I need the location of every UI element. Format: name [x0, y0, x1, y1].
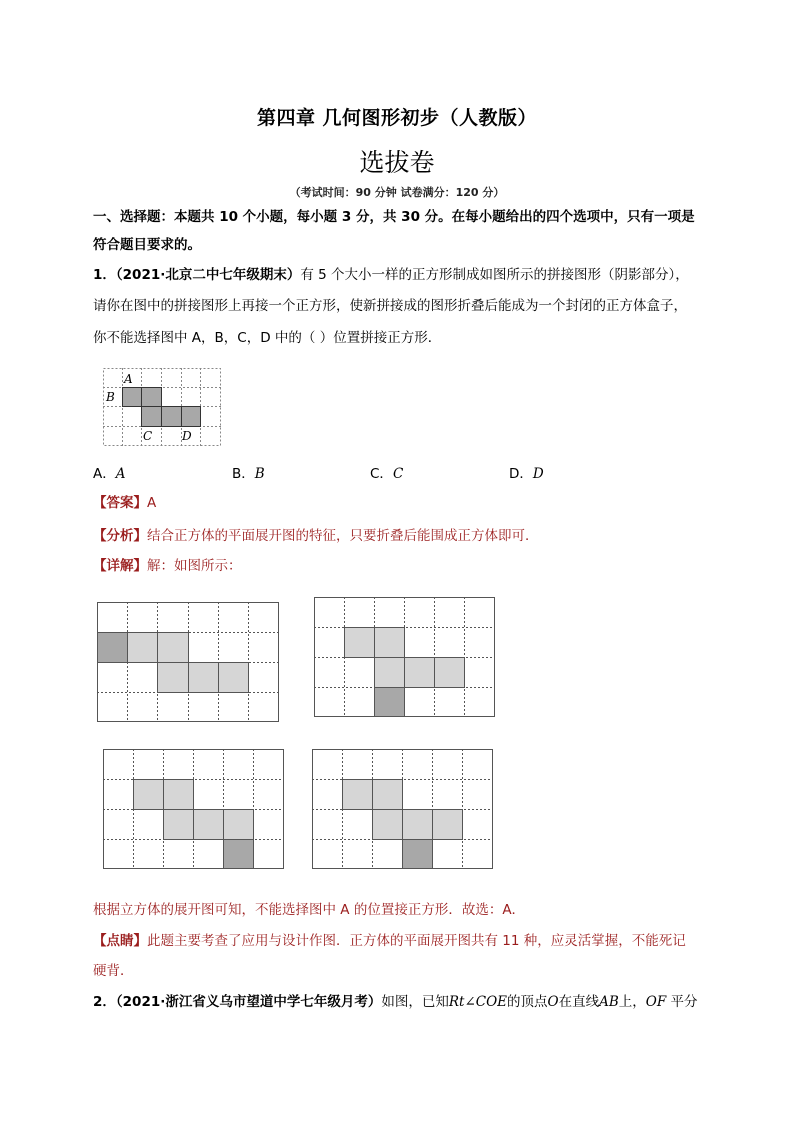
q1-analysis — [93, 527, 713, 545]
q1-line1 — [93, 266, 713, 284]
page-title: 第四章 几何图形初步（人教版） — [256, 107, 538, 129]
q2-math-ab: AB — [599, 994, 619, 1010]
fig-label-a: A — [124, 372, 133, 386]
q1-detail — [93, 557, 713, 575]
q1-answer — [93, 494, 713, 512]
fig-label-d: D — [182, 429, 192, 443]
q2-math-angle: Rt∠COE — [448, 994, 508, 1010]
analysis-tag: 【分析】 — [93, 528, 147, 544]
comment-tag: 【点睛】 — [93, 933, 147, 949]
q2-number: 2． — [93, 994, 116, 1010]
page-subtitle: 选拔卷 — [359, 148, 435, 177]
solution-figure-4 — [312, 749, 493, 869]
q1-conclusion: 根据立方体的展开图可知，不能选择图中 A 的位置接正方形．故选：A． — [93, 902, 526, 918]
q1-source: （2021·北京二中七年级期末） — [115, 267, 301, 283]
section-heading-line2: 符合题目要求的。 — [93, 237, 201, 253]
q2-math-of: OF — [645, 994, 667, 1010]
exam-info: （考试时间：90 分钟 试卷满分：120 分） — [289, 186, 505, 199]
q1-line2: 请你在图中的拼接图形上再接一个正方形，使新拼接成的图形折叠后能成为一个封闭的正方体盒子， — [93, 298, 687, 314]
q1-number: 1． — [93, 267, 116, 283]
section-heading-line1: 一、选择题：本题共 10 个小题，每小题 3 分，共 30 分。在每小题给出的四个选项中，只有一项是 — [93, 209, 695, 225]
answer-value: A — [147, 495, 157, 511]
fig-label-c: C — [143, 429, 153, 443]
q1-comment-line2: 硬背． — [93, 963, 134, 979]
detail-tag: 【详解】 — [93, 558, 147, 574]
detail-text: 解：如图所示： — [147, 558, 242, 574]
answer-tag: 【答案】 — [93, 495, 147, 511]
comment-text: 此题主要考查了应用与设计作图．正方体的平面展开图共有 11 种，应灵活掌握，不能死记 — [147, 933, 686, 949]
q2-line1 — [93, 993, 713, 1011]
q2-text-e: 平分 — [666, 994, 698, 1010]
solution-figure-2 — [314, 597, 495, 717]
q1-comment-line1 — [93, 932, 713, 950]
fig-label-b: B — [106, 390, 115, 404]
q2-text-c: 在直线 — [558, 994, 600, 1010]
q2-math-o: O — [547, 994, 559, 1010]
q2-text-d: 上， — [618, 994, 646, 1010]
option-b[interactable]: B．B — [232, 466, 265, 482]
q1-line3: 你不能选择图中 A，B，C，D 中的（ ）位置拼接正方形． — [93, 330, 442, 346]
option-d[interactable]: D．D — [509, 466, 544, 482]
q2-source: （2021·浙江省义乌市望道中学七年级月考） — [115, 994, 382, 1010]
option-a[interactable]: A．A — [93, 466, 126, 482]
option-c[interactable]: C．C — [370, 466, 404, 482]
solution-figure-1 — [97, 602, 279, 722]
q1-figure — [103, 368, 221, 446]
q2-text-a: 如图，已知 — [381, 994, 449, 1010]
q2-text-b: 的顶点 — [507, 994, 548, 1010]
q1-text-1: 有 5 个大小一样的正方形制成如图所示的拼接图形（阴影部分）， — [300, 267, 689, 283]
analysis-text: 结合正方体的平面展开图的特征，只要折叠后能围成正方体即可． — [147, 528, 539, 544]
solution-figure-3 — [103, 749, 284, 869]
